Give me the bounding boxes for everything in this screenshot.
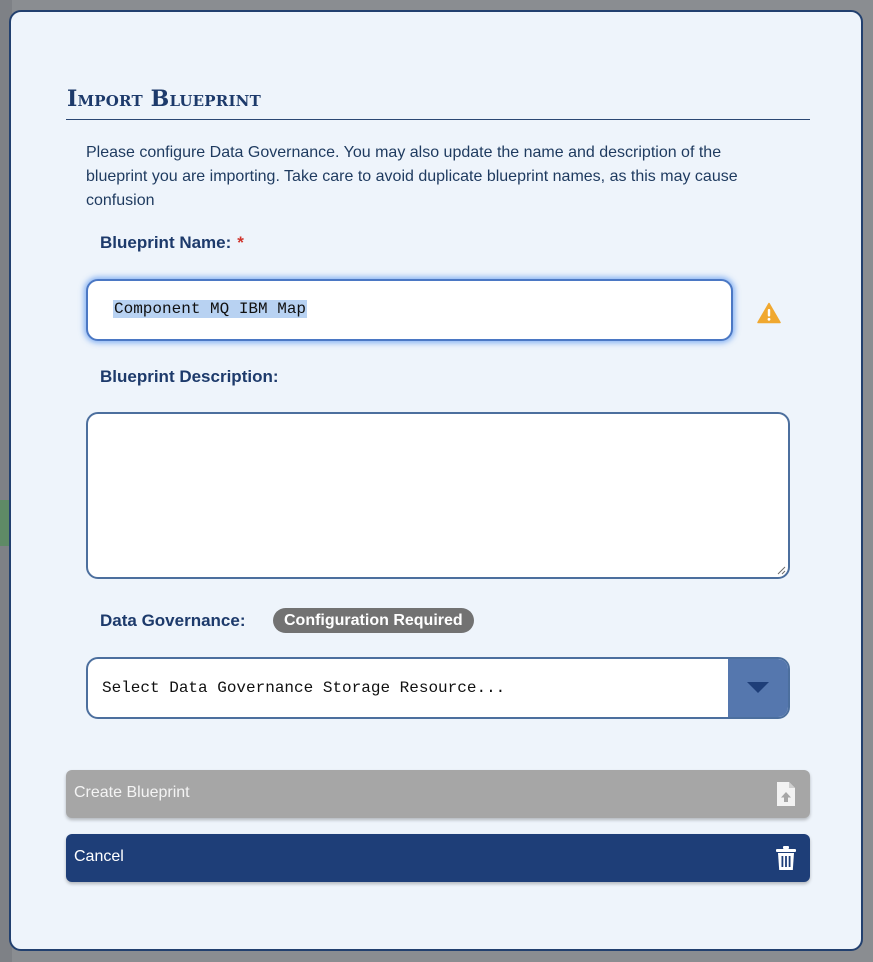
blueprint-name-input[interactable] (86, 279, 733, 341)
caret-down-icon (747, 682, 769, 694)
dropdown-toggle[interactable] (728, 659, 788, 717)
data-governance-label: Data Governance: (100, 611, 246, 630)
cancel-label: Cancel (74, 848, 124, 865)
create-blueprint-button[interactable] (66, 770, 810, 818)
blueprint-name-value[interactable]: Component MQ IBM Map (114, 300, 307, 318)
cancel-button[interactable] (66, 834, 810, 882)
data-governance-select-value: Select Data Governance Storage Resource... (102, 679, 506, 697)
trash-icon (776, 845, 796, 871)
file-upload-icon (776, 781, 796, 807)
create-blueprint-label: Create Blueprint (74, 784, 190, 801)
import-blueprint-dialog (9, 10, 863, 951)
resize-grip-icon[interactable] (776, 565, 786, 575)
dialog-instructions: Please configure Data Governance. You may also update the name and description of the blueprint you are importing. Take care to avoid duplicate blueprint names, as this may cause confusion (86, 144, 738, 209)
title-divider (66, 119, 810, 120)
configuration-required-badge: Configuration Required (273, 608, 474, 633)
data-governance-select[interactable] (86, 657, 790, 719)
blueprint-description-textarea[interactable] (86, 412, 790, 579)
required-marker: * (237, 233, 244, 252)
blueprint-description-label: Blueprint Description: (100, 367, 279, 386)
blueprint-name-label-text: Blueprint Name: (100, 233, 232, 252)
dialog-title: Import Blueprint (67, 86, 261, 112)
warning-triangle-icon[interactable] (757, 302, 781, 324)
blueprint-name-label (100, 233, 244, 253)
